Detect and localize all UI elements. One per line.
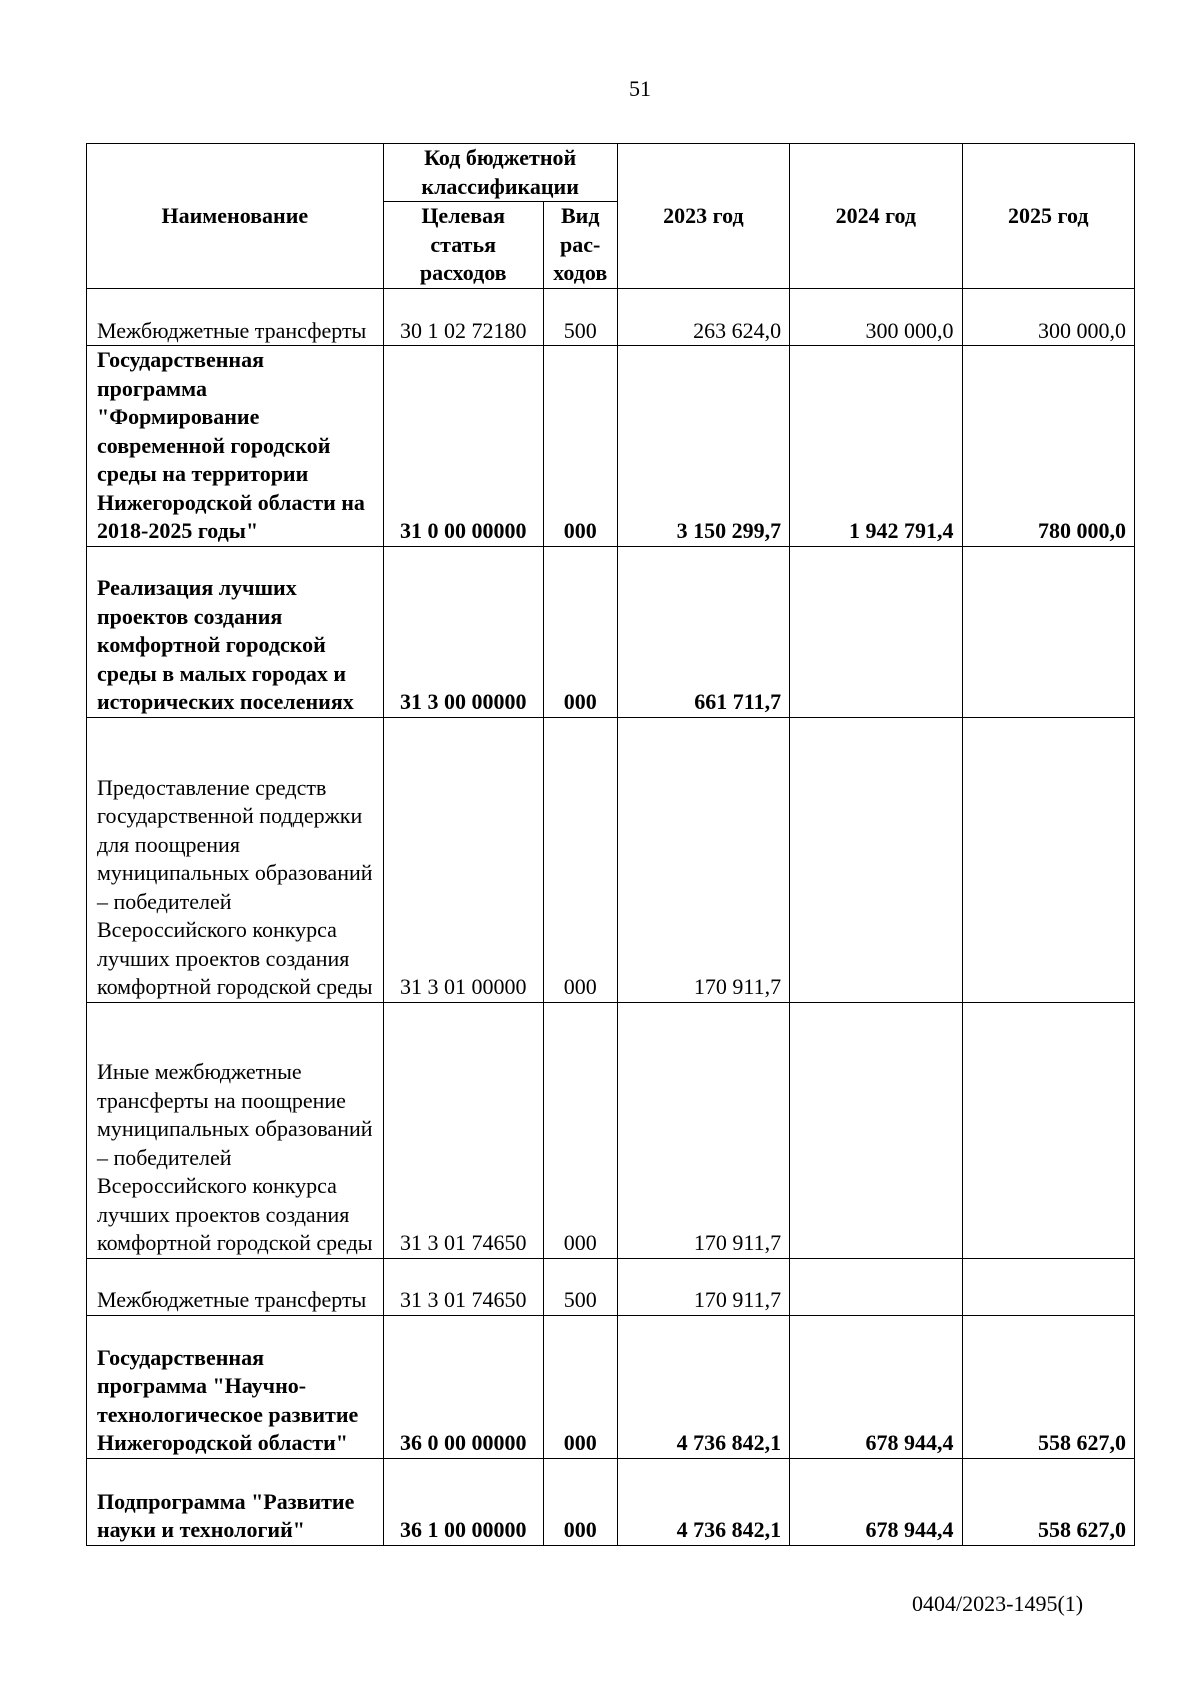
- table-row: [87, 346, 1135, 547]
- row-amount-2023: 3 150 299,7: [617, 346, 789, 547]
- row-amount-2025: 558 627,0: [962, 1315, 1134, 1458]
- row-target-code: 31 3 01 74650: [383, 1258, 543, 1315]
- row-name: Межбюджетные трансферты: [87, 1258, 384, 1315]
- header-name: Наименование: [87, 144, 384, 289]
- row-target-code: 31 3 01 00000: [383, 717, 543, 1002]
- row-amount-2024: [790, 717, 962, 1002]
- page-number: 51: [629, 76, 651, 101]
- row-expense-kind: 000: [543, 1315, 617, 1458]
- table-row: [87, 717, 1135, 1002]
- header-2023: 2023 год: [617, 144, 789, 289]
- table-row: [87, 1458, 1135, 1545]
- row-amount-2024: 300 000,0: [790, 289, 962, 346]
- table-row: [87, 1258, 1135, 1315]
- row-name: Иные межбюджетные трансферты на поощрение муниципальных образований – победителей Всероссийского конкурса лучших проектов создания комфортной городской среды: [87, 1002, 384, 1258]
- row-amount-2025: [962, 1258, 1134, 1315]
- header-2025: 2025 год: [962, 144, 1134, 289]
- table-row: [87, 1315, 1135, 1458]
- row-expense-kind: 000: [543, 717, 617, 1002]
- row-amount-2023: 661 711,7: [617, 546, 789, 717]
- row-amount-2025: [962, 717, 1134, 1002]
- budget-table: [86, 143, 1135, 1546]
- row-name: Подпрограмма "Развитие науки и технологий": [87, 1458, 384, 1545]
- row-expense-kind: 000: [543, 346, 617, 547]
- row-amount-2023: 170 911,7: [617, 1002, 789, 1258]
- row-amount-2025: 300 000,0: [962, 289, 1134, 346]
- row-amount-2024: 1 942 791,4: [790, 346, 962, 547]
- row-target-code: 31 3 00 00000: [383, 546, 543, 717]
- row-name: Государственная программа "Формирование современной городской среды на территории Нижегородской области на 2018-2025 годы": [87, 346, 384, 547]
- row-target-code: 31 0 00 00000: [383, 346, 543, 547]
- row-amount-2023: 4 736 842,1: [617, 1315, 789, 1458]
- table-row: [87, 1002, 1135, 1258]
- row-amount-2024: [790, 1002, 962, 1258]
- row-amount-2024: [790, 546, 962, 717]
- row-amount-2023: 170 911,7: [617, 717, 789, 1002]
- row-amount-2023: 170 911,7: [617, 1258, 789, 1315]
- header-target-article: Целевая статья расходов: [383, 202, 543, 289]
- header-2024: 2024 год: [790, 144, 962, 289]
- header-expense-kind: Вид рас-ходов: [543, 202, 617, 289]
- row-amount-2025: [962, 546, 1134, 717]
- row-name: Предоставление средств государственной поддержки для поощрения муниципальных образований – победителей Всероссийского конкурса лучших проектов создания комфортной городской среды: [87, 717, 384, 1002]
- row-expense-kind: 500: [543, 289, 617, 346]
- row-amount-2024: 678 944,4: [790, 1315, 962, 1458]
- row-target-code: 31 3 01 74650: [383, 1002, 543, 1258]
- row-amount-2025: 558 627,0: [962, 1458, 1134, 1545]
- table-row: [87, 546, 1135, 717]
- row-name: Реализация лучших проектов создания комфортной городской среды в малых городах и исторических поселениях: [87, 546, 384, 717]
- header-kbk: Код бюджетной классификации: [383, 144, 617, 202]
- row-expense-kind: 500: [543, 1258, 617, 1315]
- row-expense-kind: 000: [543, 1458, 617, 1545]
- row-target-code: 30 1 02 72180: [383, 289, 543, 346]
- row-name: Государственная программа "Научно-технологическое развитие Нижегородской области": [87, 1315, 384, 1458]
- row-expense-kind: 000: [543, 546, 617, 717]
- row-target-code: 36 0 00 00000: [383, 1315, 543, 1458]
- row-amount-2025: [962, 1002, 1134, 1258]
- row-amount-2024: [790, 1258, 962, 1315]
- row-name: Межбюджетные трансферты: [87, 289, 384, 346]
- document-number: 0404/2023-1495(1): [912, 1591, 1084, 1616]
- row-amount-2025: 780 000,0: [962, 346, 1134, 547]
- row-amount-2023: 263 624,0: [617, 289, 789, 346]
- row-amount-2023: 4 736 842,1: [617, 1458, 789, 1545]
- row-amount-2024: 678 944,4: [790, 1458, 962, 1545]
- row-target-code: 36 1 00 00000: [383, 1458, 543, 1545]
- row-expense-kind: 000: [543, 1002, 617, 1258]
- table-row: [87, 289, 1135, 346]
